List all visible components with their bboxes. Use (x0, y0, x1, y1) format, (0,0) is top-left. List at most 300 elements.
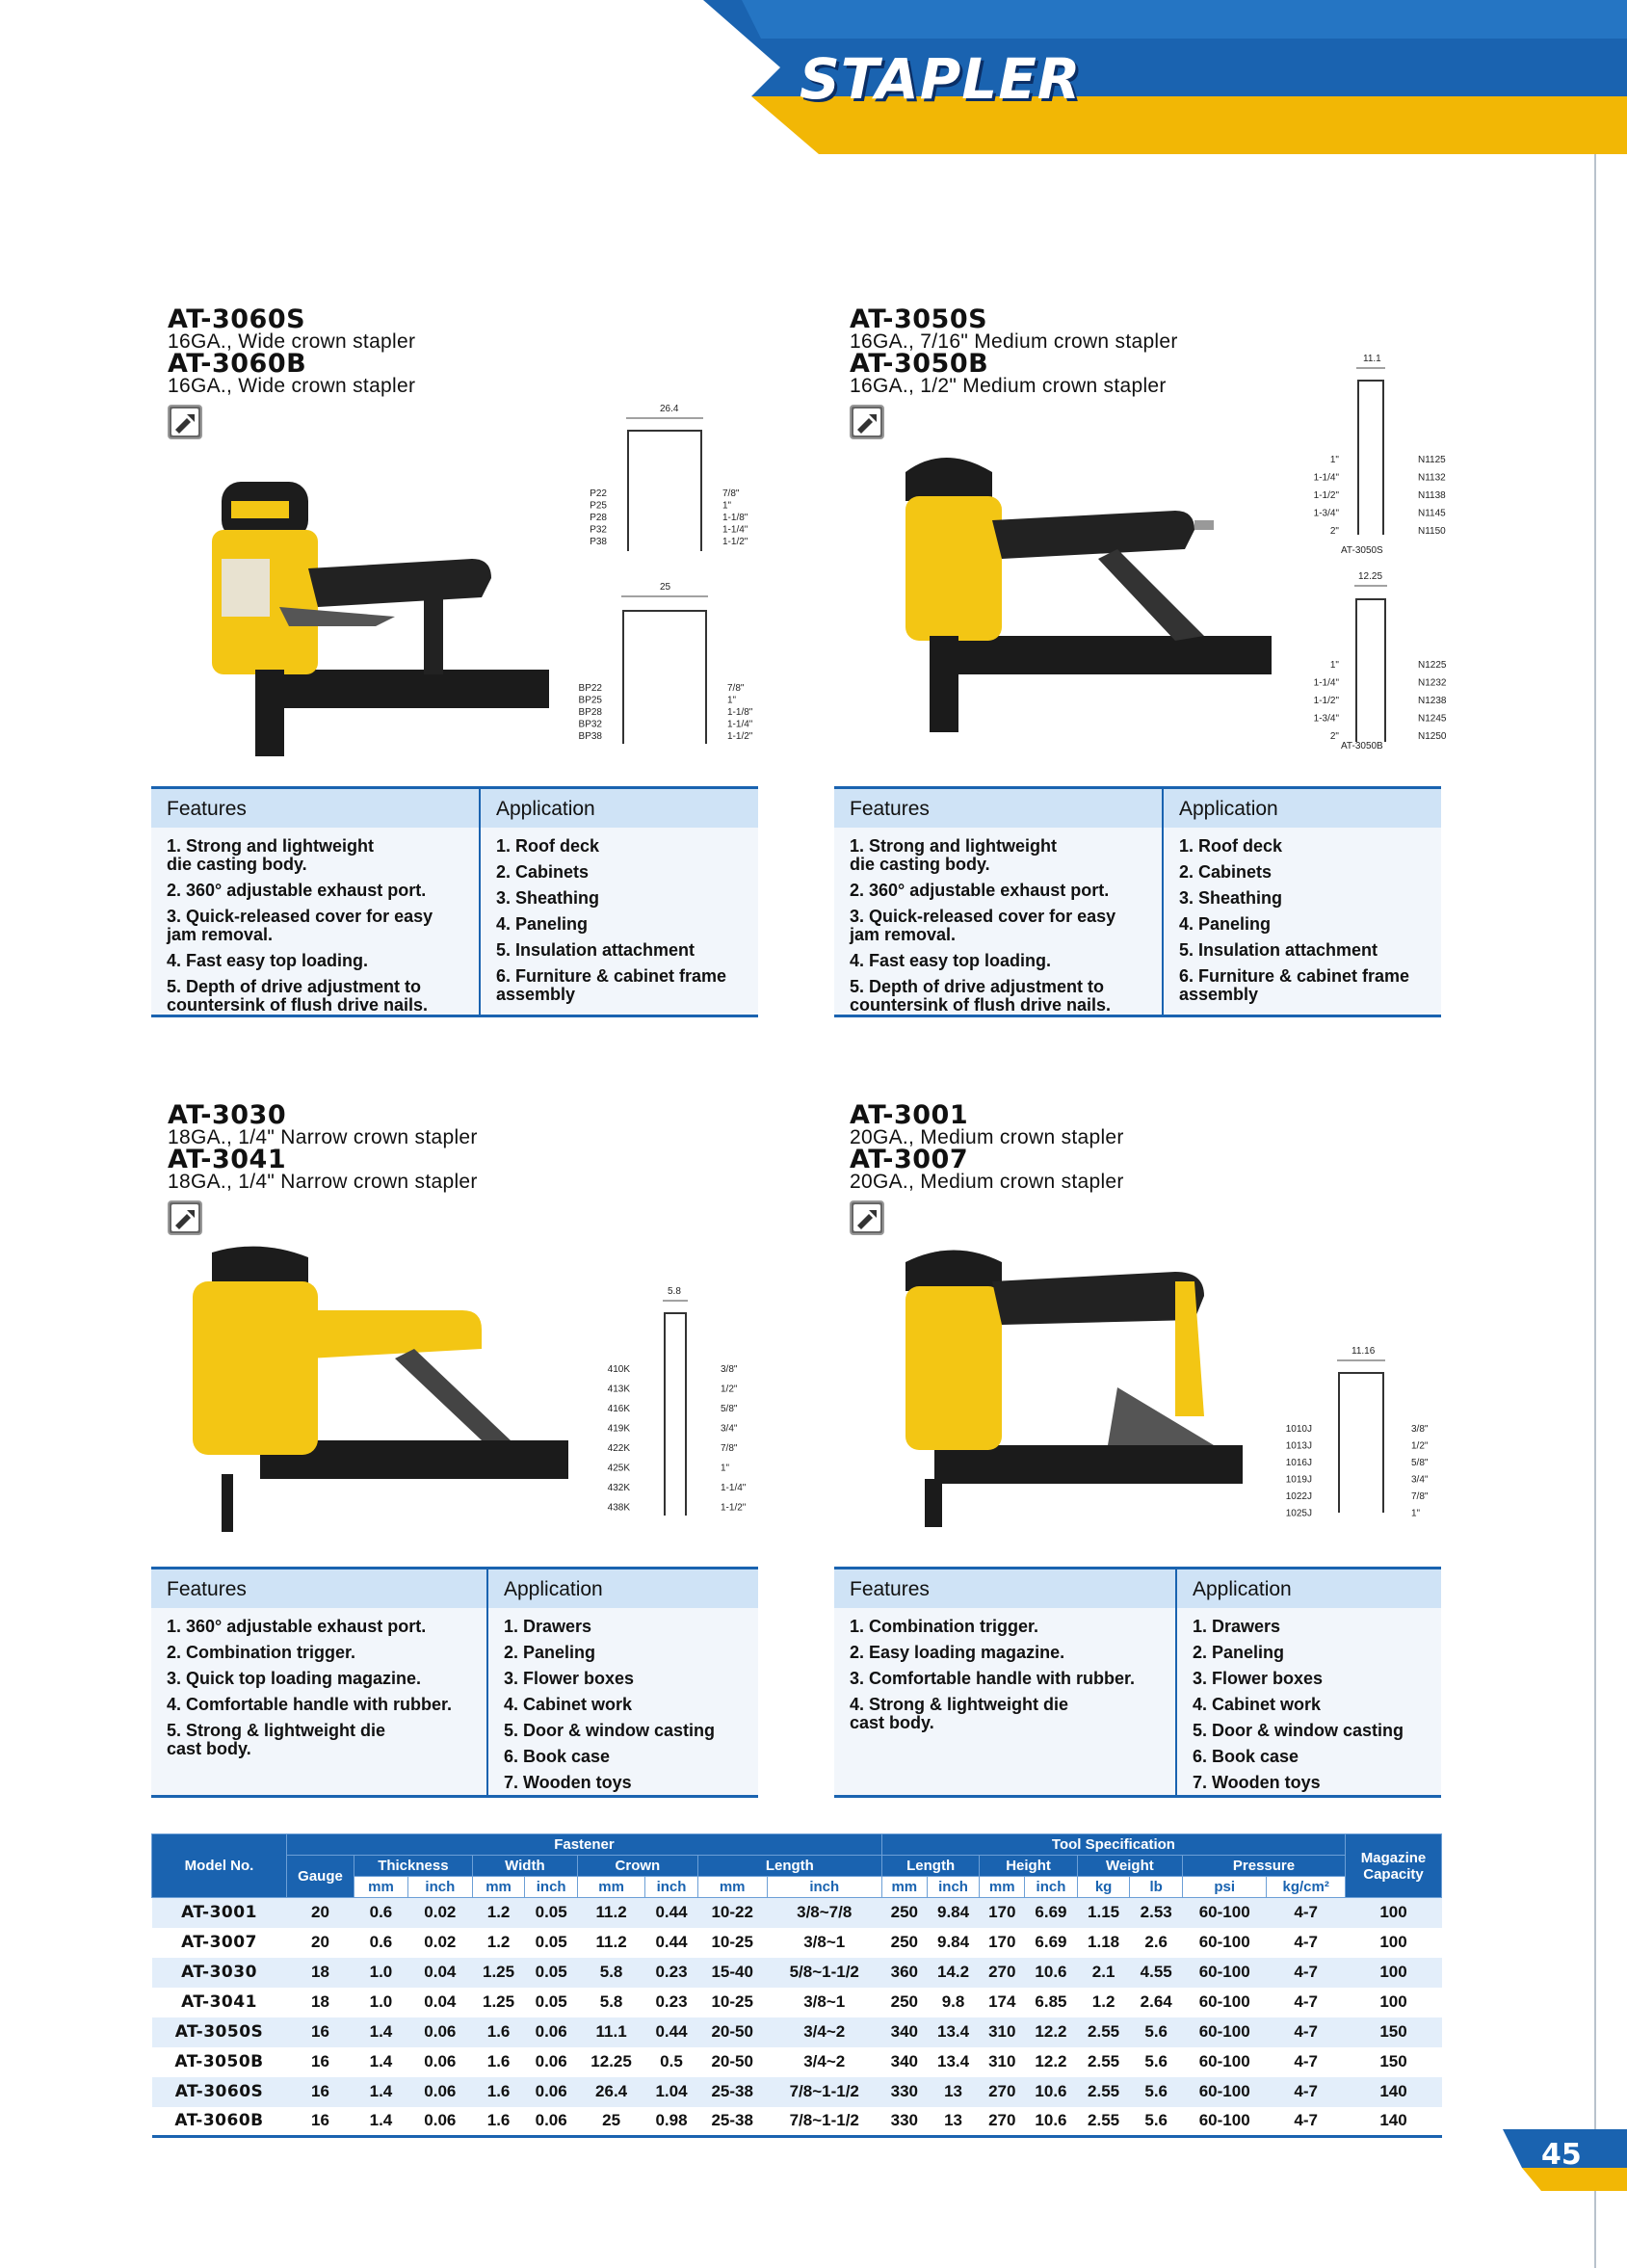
model-cell: AT-3060B (152, 2107, 287, 2137)
spec-cell: 4-7 (1267, 2047, 1346, 2077)
unit-psi: psi (1183, 1877, 1267, 1898)
feature-item: 2. Combination trigger. (167, 1643, 356, 1662)
spec-cell: 6.69 (1025, 1898, 1078, 1928)
staple-size-label: BP25 (578, 695, 602, 706)
staple-size-label: N1232 (1418, 677, 1447, 689)
spec-cell: 7/8~1-1/2 (767, 2107, 881, 2137)
features-application-table (834, 786, 1441, 1017)
staple-size-label: P28 (590, 513, 607, 523)
unit-mm: mm (577, 1877, 644, 1898)
model-cell: AT-3050B (152, 2047, 287, 2077)
application-item: 5. Door & window casting (504, 1721, 716, 1740)
application-item: 5. Insulation attachment (1179, 940, 1378, 960)
staple-size-label: N1145 (1418, 508, 1446, 519)
spec-cell: 4-7 (1267, 2077, 1346, 2107)
product-block-at3001 (850, 1100, 1456, 1235)
staple-size-label: 1/2" (721, 1384, 738, 1395)
spec-cell: 0.02 (407, 1928, 472, 1958)
spec-cell: 1.4 (354, 2017, 408, 2047)
feature-item: 2. Easy loading magazine. (850, 1643, 1065, 1662)
spec-cell: 18 (287, 1988, 354, 2017)
application-list (1177, 1608, 1441, 1792)
spec-cell: 11.2 (577, 1928, 644, 1958)
staple-size-label: 1-1/4" (727, 719, 753, 730)
spec-cell: 0.04 (407, 1958, 472, 1988)
spec-cell: 250 (881, 1988, 927, 2017)
staple-size-label: N1150 (1418, 526, 1446, 537)
application-item: 7. Wooden toys (504, 1773, 632, 1792)
spec-cell: 5.6 (1130, 2017, 1183, 2047)
spec-cell: 2.55 (1077, 2047, 1130, 2077)
staple-size-label: 1010J (1285, 1424, 1312, 1435)
staple-size-label: 1-1/2" (727, 731, 753, 742)
spec-cell: 16 (287, 2107, 354, 2137)
spec-cell: 140 (1346, 2107, 1442, 2137)
model-cell: AT-3060S (152, 2077, 287, 2107)
staple-size-label: 1013J (1285, 1440, 1312, 1452)
spec-cell: 100 (1346, 1958, 1442, 1988)
features-heading: Features (834, 789, 1162, 828)
spec-cell: 60-100 (1183, 2077, 1267, 2107)
staple-size-label: 7/8" (727, 683, 745, 694)
spec-cell: 360 (881, 1958, 927, 1988)
unit-mm: mm (472, 1877, 525, 1898)
spec-cell: 0.04 (407, 1988, 472, 2017)
application-list (488, 1608, 758, 1792)
model-cell: AT-3007 (152, 1928, 287, 1958)
spec-cell: 9.84 (927, 1898, 980, 1928)
staple-size-label: N1238 (1418, 696, 1447, 706)
features-heading: Features (151, 789, 479, 828)
staple-size-label: N1138 (1418, 490, 1446, 501)
spec-cell: 4-7 (1267, 1958, 1346, 1988)
application-item: 3. Sheathing (496, 888, 600, 908)
application-item: 3. Flower boxes (504, 1669, 635, 1688)
staple-size-label: 1-1/4" (1313, 677, 1339, 689)
spec-cell: 150 (1346, 2017, 1442, 2047)
spec-cell: 1.4 (354, 2047, 408, 2077)
unit-mm: mm (354, 1877, 408, 1898)
spec-cell: 1.18 (1077, 1928, 1130, 1958)
unit-mm: mm (697, 1877, 767, 1898)
staple-size-label: 1" (1411, 1508, 1421, 1519)
spec-cell: 2.55 (1077, 2107, 1130, 2137)
application-item: 7. Wooden toys (1193, 1773, 1321, 1792)
feature-item: 3. Comfortable handle with rubber. (850, 1669, 1136, 1688)
spec-cell: 0.06 (407, 2077, 472, 2107)
application-heading: Application (481, 789, 758, 828)
spec-cell: 0.23 (645, 1988, 698, 2017)
features-list (834, 1608, 1175, 1732)
unit-inch: inch (645, 1877, 698, 1898)
application-item: 3. Sheathing (1179, 888, 1283, 908)
spec-cell: 16 (287, 2017, 354, 2047)
spec-cell: 1.25 (472, 1958, 525, 1988)
staple-size-label: N1245 (1418, 713, 1447, 725)
spec-cell: 20 (287, 1898, 354, 1928)
feature-item: 1. Combination trigger. (850, 1617, 1039, 1636)
col-fastener: Fastener (287, 1834, 882, 1856)
unit-inch: inch (927, 1877, 980, 1898)
application-item: 5. Insulation attachment (496, 940, 695, 960)
staple-size-label: 1-1/8" (722, 513, 748, 523)
spec-cell: 4-7 (1267, 1988, 1346, 2017)
feature-item: 1. 360° adjustable exhaust port. (167, 1617, 427, 1636)
application-heading: Application (1164, 789, 1441, 828)
model-name: AT-3041 (168, 1145, 287, 1174)
spec-cell: 5.6 (1130, 2107, 1183, 2137)
feature-item: 4. Fast easy top loading. (850, 951, 1052, 970)
table-row (152, 2047, 1442, 2077)
application-list (1164, 828, 1441, 1004)
application-item: 6. Furniture & cabinet frame assembly (496, 966, 727, 1004)
spec-cell: 0.06 (525, 2077, 578, 2107)
model-cell: AT-3041 (152, 1988, 287, 2017)
spec-cell: 270 (980, 2077, 1025, 2107)
spec-cell: 1.04 (645, 2077, 698, 2107)
spec-cell: 3/8~1 (767, 1928, 881, 1958)
spec-cell: 1.4 (354, 2077, 408, 2107)
model-desc: 16GA., 7/16" Medium crown stapler (850, 330, 1178, 353)
model-desc: 20GA., Medium crown stapler (850, 1171, 1124, 1193)
staple-size-label: N1250 (1418, 731, 1447, 742)
spec-cell: 20 (287, 1928, 354, 1958)
staple-size-label: BP32 (578, 719, 602, 730)
spec-cell: 11.1 (577, 2017, 644, 2047)
staple-size-label: BP38 (578, 731, 602, 742)
spec-cell: 60-100 (1183, 2017, 1267, 2047)
spec-cell: 0.06 (525, 2017, 578, 2047)
feature-item: 5. Strong & lightweight die cast body. (167, 1721, 385, 1758)
spec-cell: 6.85 (1025, 1988, 1078, 2017)
staple-size-label: 3/8" (1411, 1424, 1429, 1435)
table-row (152, 2017, 1442, 2047)
table-row (152, 2077, 1442, 2107)
spec-cell: 170 (980, 1898, 1025, 1928)
staple-size-label: P32 (590, 524, 607, 536)
spec-cell: 0.06 (407, 2107, 472, 2137)
application-item: 4. Paneling (1179, 914, 1272, 934)
staple-size-label: 1019J (1285, 1474, 1312, 1486)
model-desc: 16GA., Wide crown stapler (168, 330, 416, 353)
model-name: AT-3030 (168, 1100, 287, 1130)
features-list (151, 1608, 486, 1758)
spec-cell: 170 (980, 1928, 1025, 1958)
application-item: 2. Cabinets (1179, 862, 1273, 882)
feature-item: 1. Strong and lightweight die casting body. (167, 836, 374, 874)
application-item: 6. Book case (1193, 1747, 1299, 1766)
staple-size-label: 425K (607, 1463, 630, 1474)
table-row (152, 1898, 1442, 1928)
staple-size-label: 1025J (1285, 1508, 1312, 1519)
spec-cell: 0.05 (525, 1898, 578, 1928)
staple-size-label: N1132 (1418, 472, 1446, 484)
spec-cell: 0.23 (645, 1958, 698, 1988)
staple-size-label: 1-1/4" (1313, 472, 1339, 484)
diagram-caption: AT-3050B (1341, 741, 1383, 752)
model-name: AT-3007 (850, 1145, 969, 1174)
model-name: AT-3001 (850, 1100, 969, 1130)
model-desc: 20GA., Medium crown stapler (850, 1126, 1124, 1148)
spec-cell: 2.6 (1130, 1928, 1183, 1958)
spec-cell: 60-100 (1183, 1988, 1267, 2017)
features-list (151, 828, 479, 1015)
staple-size-label: 413K (607, 1384, 630, 1395)
stapler-tool-image (173, 1243, 578, 1542)
features-column (834, 789, 1162, 1015)
spec-cell: 0.06 (407, 2047, 472, 2077)
spec-cell: 4.55 (1130, 1958, 1183, 1988)
unit-kgcm: kg/cm² (1267, 1877, 1346, 1898)
staple-size-label: P22 (590, 488, 607, 499)
staple-size-label: 5/8" (1411, 1458, 1429, 1468)
spec-cell: 15-40 (697, 1958, 767, 1988)
staple-size-label: 1-1/2" (722, 537, 748, 547)
application-heading: Application (488, 1569, 758, 1608)
staple-size-label: 1016J (1285, 1458, 1312, 1468)
spec-cell: 4-7 (1267, 2017, 1346, 2047)
application-item: 2. Paneling (1193, 1643, 1285, 1662)
spec-cell: 1.2 (1077, 1988, 1130, 2017)
spec-cell: 1.2 (472, 1898, 525, 1928)
features-column (151, 1569, 486, 1795)
staple-size-label: 1" (721, 1463, 730, 1474)
feature-item: 2. 360° adjustable exhaust port. (167, 881, 427, 900)
spec-cell: 25-38 (697, 2077, 767, 2107)
staple-size-label: 1-1/4" (721, 1483, 747, 1493)
features-heading: Features (151, 1569, 486, 1608)
application-item: 4. Cabinet work (504, 1695, 633, 1714)
staple-size-label: 1" (727, 695, 737, 706)
staple-size-label: 1-1/4" (722, 524, 748, 536)
application-column (1162, 789, 1441, 1015)
spec-cell: 3/4~2 (767, 2017, 881, 2047)
spec-cell: 12.2 (1025, 2047, 1078, 2077)
spec-cell: 13.4 (927, 2017, 980, 2047)
crown-width-label: 11.16 (1351, 1346, 1376, 1357)
spec-cell: 4-7 (1267, 1898, 1346, 1928)
feature-item: 3. Quick-released cover for easy jam removal. (167, 907, 433, 944)
staple-size-label: P25 (590, 500, 607, 512)
application-heading: Application (1177, 1569, 1441, 1608)
spec-cell: 310 (980, 2017, 1025, 2047)
staple-size-label: 432K (607, 1483, 630, 1493)
application-column (479, 789, 758, 1015)
spec-cell: 60-100 (1183, 1958, 1267, 1988)
crown-width-label: 5.8 (668, 1286, 681, 1297)
spec-cell: 0.06 (525, 2047, 578, 2077)
feature-item: 2. 360° adjustable exhaust port. (850, 881, 1110, 900)
staple-diagram (588, 1279, 780, 1540)
staple-size-label: 1" (1329, 455, 1339, 465)
spec-cell: 11.2 (577, 1898, 644, 1928)
staple-size-label: 416K (607, 1404, 630, 1414)
spec-cell: 270 (980, 1958, 1025, 1988)
spec-cell: 10.6 (1025, 1958, 1078, 1988)
model-cell: AT-3030 (152, 1958, 287, 1988)
spec-cell: 5/8~1-1/2 (767, 1958, 881, 1988)
staple-size-label: 1022J (1285, 1491, 1312, 1502)
model-name: AT-3060S (168, 304, 306, 334)
spec-cell: 340 (881, 2017, 927, 2047)
application-item: 6. Book case (504, 1747, 611, 1766)
application-item: 5. Door & window casting (1193, 1721, 1404, 1740)
table-row (152, 1988, 1442, 2017)
features-application-table (151, 786, 758, 1017)
spec-cell: 10.6 (1025, 2107, 1078, 2137)
spec-cell: 20-50 (697, 2047, 767, 2077)
spec-cell: 2.55 (1077, 2017, 1130, 2047)
col-thickness: Thickness (354, 1856, 473, 1877)
unit-mm: mm (980, 1877, 1025, 1898)
spec-cell: 5.8 (577, 1988, 644, 2017)
staple-size-label: 1" (722, 500, 732, 512)
crown-width-label: 26.4 (660, 404, 679, 414)
features-application-table (834, 1567, 1441, 1798)
application-item: 2. Cabinets (496, 862, 590, 882)
spec-cell: 0.44 (645, 1898, 698, 1928)
staple-size-label: 1/2" (1411, 1440, 1429, 1452)
diagram-caption: AT-3050S (1341, 545, 1383, 556)
staple-size-label: 410K (607, 1364, 630, 1375)
staple-diagram (1281, 347, 1474, 761)
spec-cell: 4-7 (1267, 1928, 1346, 1958)
table-row (152, 1928, 1442, 1958)
spec-cell: 1.0 (354, 1958, 408, 1988)
spec-cell: 250 (881, 1928, 927, 1958)
spec-cell: 60-100 (1183, 1928, 1267, 1958)
spec-cell: 2.64 (1130, 1988, 1183, 2017)
application-item: 3. Flower boxes (1193, 1669, 1324, 1688)
model-desc: 18GA., 1/4" Narrow crown stapler (168, 1126, 478, 1148)
staple-size-label: 422K (607, 1443, 630, 1454)
staple-size-label: 438K (607, 1502, 630, 1514)
spec-cell: 100 (1346, 1988, 1442, 2017)
application-item: 1. Drawers (504, 1617, 592, 1636)
application-item: 1. Roof deck (496, 836, 600, 856)
spec-cell: 150 (1346, 2047, 1442, 2077)
staple-size-label: 2" (1329, 731, 1339, 742)
application-item: 6. Furniture & cabinet frame assembly (1179, 966, 1410, 1004)
spec-cell: 1.4 (354, 2107, 408, 2137)
staple-size-label: 1-3/4" (1313, 508, 1339, 519)
application-list (481, 828, 758, 1004)
unit-mm: mm (881, 1877, 927, 1898)
spec-cell: 18 (287, 1958, 354, 1988)
spec-cell: 6.69 (1025, 1928, 1078, 1958)
spec-cell: 12.2 (1025, 2017, 1078, 2047)
features-list (834, 828, 1162, 1015)
staple-size-label: 419K (607, 1423, 630, 1435)
col-pressure: Pressure (1183, 1856, 1346, 1877)
spec-cell: 2.55 (1077, 2077, 1130, 2107)
spec-cell: 0.5 (645, 2047, 698, 2077)
staple-diagram (568, 397, 761, 763)
table-row (152, 1958, 1442, 1988)
spec-cell: 16 (287, 2047, 354, 2077)
features-heading: Features (834, 1569, 1175, 1608)
model-desc: 16GA., Wide crown stapler (168, 375, 416, 397)
spec-cell: 1.15 (1077, 1898, 1130, 1928)
col-model: Model No. (152, 1834, 287, 1898)
spec-cell: 0.98 (645, 2107, 698, 2137)
unit-kg: kg (1077, 1877, 1130, 1898)
spec-cell: 1.25 (472, 1988, 525, 2017)
staple-size-label: 7/8" (722, 488, 740, 499)
spec-cell: 310 (980, 2047, 1025, 2077)
col-length: Length (697, 1856, 881, 1877)
col-tool-length: Length (881, 1856, 979, 1877)
application-item: 4. Paneling (496, 914, 589, 934)
page-title: STAPLER (800, 46, 1082, 112)
unit-lb: lb (1130, 1877, 1183, 1898)
spec-cell: 3/4~2 (767, 2047, 881, 2077)
spec-cell: 10-25 (697, 1928, 767, 1958)
application-column (486, 1569, 758, 1795)
spec-cell: 1.0 (354, 1988, 408, 2017)
feature-item: 5. Depth of drive adjustment to countersink of flush drive nails. (850, 977, 1112, 1015)
staple-size-label: BP22 (578, 683, 602, 694)
staple-size-label: 5/8" (721, 1404, 738, 1414)
spec-cell: 5.8 (577, 1958, 644, 1988)
spec-cell: 1.6 (472, 2077, 525, 2107)
col-weight: Weight (1077, 1856, 1182, 1877)
staple-size-label: 1-1/8" (727, 707, 753, 718)
model-cell: AT-3050S (152, 2017, 287, 2047)
spec-cell: 0.06 (525, 2107, 578, 2137)
spec-cell: 0.6 (354, 1898, 408, 1928)
spec-cell: 60-100 (1183, 1898, 1267, 1928)
staple-size-label: N1125 (1418, 455, 1446, 465)
spec-cell: 7/8~1-1/2 (767, 2077, 881, 2107)
spec-cell: 10-25 (697, 1988, 767, 2017)
spec-cell: 1.6 (472, 2107, 525, 2137)
spec-cell: 100 (1346, 1898, 1442, 1928)
spec-cell: 1.6 (472, 2017, 525, 2047)
features-application-table (151, 1567, 758, 1798)
spec-cell: 9.84 (927, 1928, 980, 1958)
application-item: 1. Drawers (1193, 1617, 1281, 1636)
feature-item: 1. Strong and lightweight die casting body. (850, 836, 1057, 874)
spec-cell: 0.05 (525, 1988, 578, 2017)
staple-size-label: 3/8" (721, 1364, 738, 1375)
col-magazine: Magazine Capacity (1346, 1834, 1442, 1898)
feature-item: 4. Strong & lightweight die cast body. (850, 1695, 1068, 1732)
stapler-tool-image (183, 462, 568, 761)
feature-item: 3. Quick-released cover for easy jam removal. (850, 907, 1116, 944)
spec-cell: 330 (881, 2107, 927, 2137)
feature-item: 5. Depth of drive adjustment to countersink of flush drive nails. (167, 977, 429, 1015)
spec-cell: 1.2 (472, 1928, 525, 1958)
spec-cell: 5.6 (1130, 2047, 1183, 2077)
unit-inch: inch (525, 1877, 578, 1898)
spec-cell: 100 (1346, 1928, 1442, 1958)
spec-cell: 12.25 (577, 2047, 644, 2077)
crown-width-label: 11.1 (1363, 354, 1381, 364)
spec-table-body (152, 1898, 1442, 2137)
staple-size-label: 1-1/2" (1313, 490, 1339, 501)
spec-cell: 0.6 (354, 1928, 408, 1958)
spec-cell: 9.8 (927, 1988, 980, 2017)
spec-cell: 0.02 (407, 1898, 472, 1928)
spec-table (151, 1833, 1442, 2138)
spec-cell: 25-38 (697, 2107, 767, 2137)
spec-cell: 26.4 (577, 2077, 644, 2107)
spec-cell: 0.44 (645, 2017, 698, 2047)
staple-size-label: 3/4" (721, 1423, 738, 1435)
spec-cell: 340 (881, 2047, 927, 2077)
spec-cell: 13.4 (927, 2047, 980, 2077)
